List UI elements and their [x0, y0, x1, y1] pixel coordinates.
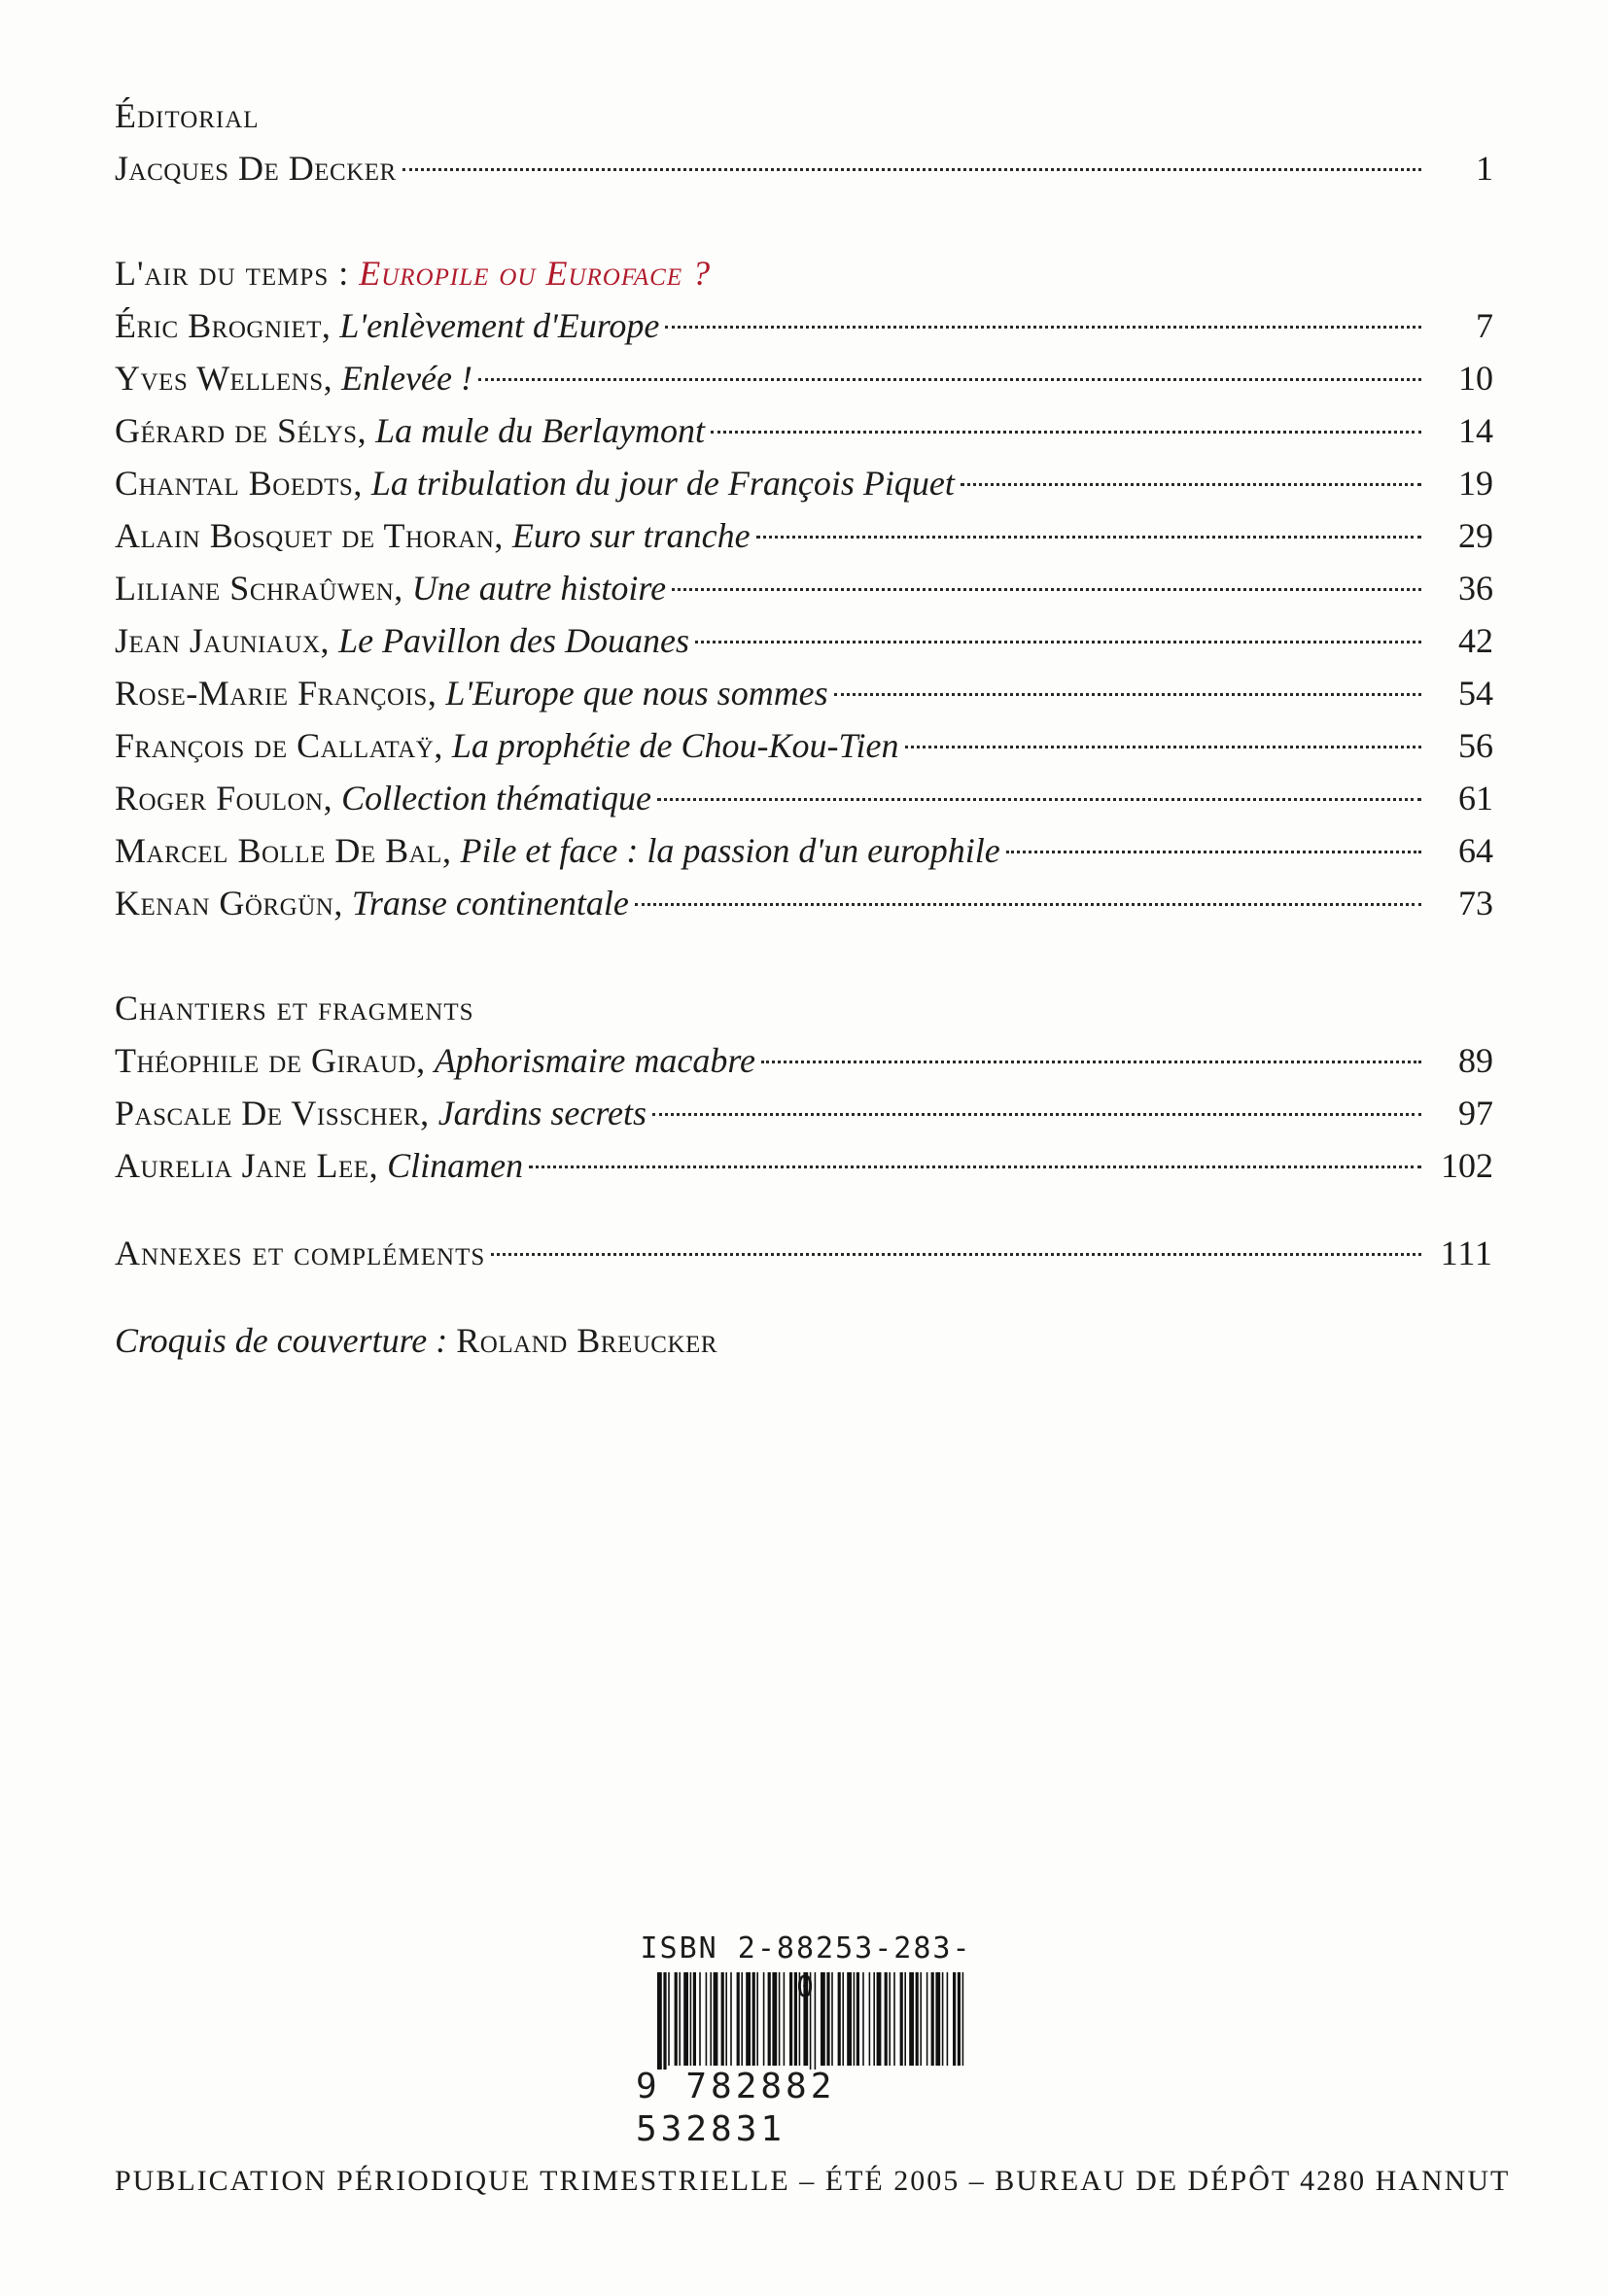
barcode-bar	[663, 1972, 666, 2070]
barcode-bar	[942, 1972, 944, 2066]
dot-leader	[756, 536, 1421, 539]
toc-entry	[115, 1087, 1493, 1139]
barcode-bar	[900, 1972, 903, 2066]
entry-title: Enlevée !	[341, 359, 473, 398]
entry-title: Pile et face : la passion d'un europhile	[460, 831, 1000, 870]
toc-entry	[115, 142, 1493, 194]
toc-entry	[115, 667, 1493, 719]
entry-page-number: 14	[1458, 411, 1493, 450]
barcode-bar	[668, 1972, 670, 2066]
entry-author: Roger Foulon,	[115, 779, 333, 818]
entry-title: L'Europe que nous sommes	[445, 674, 828, 713]
barcode-bar	[741, 1972, 743, 2066]
barcode-bar	[854, 1972, 856, 2066]
dot-leader	[657, 798, 1421, 801]
barcode-bar	[873, 1972, 875, 2066]
barcode-bar	[821, 1972, 825, 2066]
barcode-bar	[784, 1972, 786, 2066]
toc-entry	[115, 824, 1493, 877]
entry-title: Clinamen	[387, 1146, 524, 1185]
barcode-bar	[958, 1972, 961, 2066]
dot-leader	[402, 168, 1421, 171]
section-heading-chantiers: Chantiers et fragments	[115, 989, 474, 1027]
barcode-bar	[842, 1972, 844, 2066]
toc-entry-annexes	[115, 1227, 1493, 1279]
entry-author: Gérard de Sélys,	[115, 411, 367, 450]
entry-page-number: 1	[1476, 149, 1493, 188]
barcode-bar	[690, 1972, 692, 2066]
barcode-bar	[768, 1972, 771, 2066]
section-editorial	[115, 89, 1493, 194]
entry-page-number: 97	[1458, 1094, 1493, 1132]
entry-page-number: 111	[1440, 1234, 1493, 1272]
barcode-bar	[714, 1972, 718, 2066]
barcode-bar	[730, 1972, 732, 2066]
barcode-bar	[893, 1972, 895, 2066]
barcode-bar	[815, 1972, 817, 2070]
dot-leader	[711, 431, 1421, 434]
entry-page-number: 10	[1458, 359, 1493, 398]
dot-leader	[491, 1253, 1421, 1256]
credit-name: Roland Breucker	[456, 1321, 717, 1360]
entry-page-number: 102	[1441, 1146, 1493, 1185]
barcode-bar	[710, 1972, 712, 2066]
entry-title: Une autre histoire	[411, 569, 667, 608]
toc-entry	[115, 614, 1493, 667]
barcode-bar	[810, 1972, 812, 2070]
entry-page-number: 19	[1458, 464, 1493, 503]
barcode-bar	[885, 1972, 888, 2066]
barcode-bar	[737, 1972, 740, 2066]
barcode-number: 9 782882 532831	[636, 2067, 836, 2149]
barcode-bar	[763, 1972, 765, 2066]
barcode-bar	[799, 1972, 801, 2066]
barcode-bar	[679, 1972, 681, 2066]
table-of-contents	[115, 89, 1493, 1367]
dot-leader	[961, 483, 1421, 486]
entry-title: Aphorismaire macabre	[434, 1041, 755, 1080]
toc-entry	[115, 509, 1493, 562]
barcode-bar	[947, 1972, 949, 2066]
isbn-text: ISBN 2-88253-283-	[640, 1931, 972, 1966]
barcode-bar	[779, 1972, 781, 2066]
entry-author: Alain Bosquet de Thoran,	[115, 516, 504, 555]
entry-title: Collection thématique	[341, 779, 652, 818]
heading-label: L'air du temps :	[115, 254, 350, 293]
entry-page-number: 89	[1458, 1041, 1493, 1080]
dot-leader	[695, 641, 1421, 644]
barcode-bar	[752, 1972, 755, 2066]
entry-author: Yves Wellens,	[115, 359, 333, 398]
entry-author: Jacques De Decker	[115, 149, 397, 188]
entry-title: L'enlèvement d'Europe	[339, 306, 660, 345]
entry-title: La mule du Berlaymont	[375, 411, 706, 450]
toc-entry	[115, 404, 1493, 457]
dot-leader	[1006, 851, 1421, 853]
barcode-bar	[706, 1972, 708, 2066]
entry-author: Kenan Görgün,	[115, 884, 343, 922]
dot-leader	[665, 326, 1421, 329]
dot-leader	[652, 1113, 1421, 1116]
barcode-bar	[756, 1972, 758, 2066]
barcode-bar	[889, 1972, 891, 2066]
entry-author: Liliane Schraûwen,	[115, 569, 403, 608]
toc-entry	[115, 877, 1493, 929]
barcode-bar	[935, 1972, 940, 2066]
entry-page-number: 42	[1458, 621, 1493, 660]
entry-author: Aurelia Jane Lee,	[115, 1146, 379, 1185]
barcode-bar	[675, 1972, 678, 2066]
barcode-bar	[931, 1972, 934, 2066]
entry-author: Jean Jauniaux,	[115, 621, 331, 660]
publication-footer: PUBLICATION PÉRIODIQUE TRIMESTRIELLE – ÉTÉ 2005 – BUREAU DE DÉPÔT 4280 HANNUT	[115, 2165, 1511, 2197]
annexes-label: Annexes et compléments	[115, 1234, 486, 1272]
entry-title: Transe continentale	[351, 884, 629, 922]
barcode-bar	[862, 1972, 864, 2066]
barcode-bar	[699, 1972, 701, 2066]
credit-label: Croquis de couverture :	[115, 1321, 448, 1360]
barcode-bar	[772, 1972, 777, 2066]
entry-title: Jardins secrets	[437, 1094, 647, 1132]
entry-title: Euro sur tranche	[511, 516, 751, 555]
entry-page-number: 61	[1458, 779, 1493, 818]
entry-page-number: 64	[1458, 831, 1493, 870]
barcode-bar	[826, 1972, 829, 2066]
toc-entry	[115, 772, 1493, 824]
entry-page-number: 73	[1458, 884, 1493, 922]
barcode-bar	[831, 1972, 833, 2066]
toc-entry	[115, 562, 1493, 614]
entry-title: La tribulation du jour de François Piquet	[370, 464, 955, 503]
barcode-bar	[657, 1972, 662, 2070]
barcode-bar	[693, 1972, 696, 2066]
entry-page-number: 7	[1476, 306, 1493, 345]
entry-author: Théophile de Giraud,	[115, 1041, 426, 1080]
dot-leader	[478, 378, 1421, 381]
barcode-bar	[847, 1972, 852, 2066]
toc-entry	[115, 299, 1493, 352]
barcode-bar	[920, 1972, 922, 2066]
dot-leader	[905, 746, 1421, 748]
entry-title: La prophétie de Chou-Kou-Tien	[451, 726, 899, 765]
barcode-bar	[904, 1972, 906, 2066]
barcode-bar	[683, 1972, 688, 2066]
entry-title: Le Pavillon des Douanes	[338, 621, 690, 660]
cover-credit	[115, 1314, 1493, 1367]
barcode-bar	[725, 1972, 727, 2066]
barcode-bar	[803, 1972, 808, 2066]
entry-page-number: 56	[1458, 726, 1493, 765]
dot-leader	[529, 1165, 1421, 1168]
barcode-bar	[962, 1972, 964, 2066]
entry-author: François de Callataÿ,	[115, 726, 443, 765]
entry-author: Marcel Bolle De Bal,	[115, 831, 452, 870]
barcode-bar	[877, 1972, 882, 2066]
heading-theme: Europile ou Euroface ?	[359, 254, 712, 293]
isbn-block	[636, 1930, 976, 2149]
section-heading-air-du-temps	[115, 247, 1493, 299]
entry-author: Éric Brogniet,	[115, 306, 332, 345]
barcode	[636, 1972, 976, 2070]
barcode-bar	[721, 1972, 724, 2066]
toc-entry	[115, 1034, 1493, 1087]
section-chantiers	[115, 982, 1493, 1192]
toc-entry	[115, 719, 1493, 772]
entry-page-number: 29	[1458, 516, 1493, 555]
dot-leader	[834, 693, 1421, 696]
toc-entry	[115, 1139, 1493, 1192]
dot-leader	[761, 1061, 1421, 1063]
entry-author: Rose-Marie François,	[115, 674, 437, 713]
barcode-bar	[909, 1972, 914, 2066]
entry-author: Pascale De Visscher,	[115, 1094, 430, 1132]
barcode-bar	[926, 1972, 928, 2066]
dot-leader	[672, 588, 1421, 591]
dot-leader	[635, 903, 1421, 906]
toc-entry	[115, 352, 1493, 404]
barcode-bar	[916, 1972, 919, 2066]
barcode-bar	[789, 1972, 792, 2066]
barcode-bar	[856, 1972, 859, 2066]
entry-page-number: 54	[1458, 674, 1493, 713]
entry-page-number: 36	[1458, 569, 1493, 608]
entry-author: Chantal Boedts,	[115, 464, 363, 503]
barcode-bar	[838, 1972, 841, 2066]
section-air-du-temps	[115, 247, 1493, 929]
barcode-bar	[869, 1972, 871, 2066]
barcode-bar	[794, 1972, 797, 2066]
toc-entry	[115, 457, 1493, 509]
barcode-bar	[746, 1972, 751, 2066]
section-heading-editorial: Éditorial	[115, 96, 260, 135]
barcode-bar	[953, 1972, 956, 2066]
